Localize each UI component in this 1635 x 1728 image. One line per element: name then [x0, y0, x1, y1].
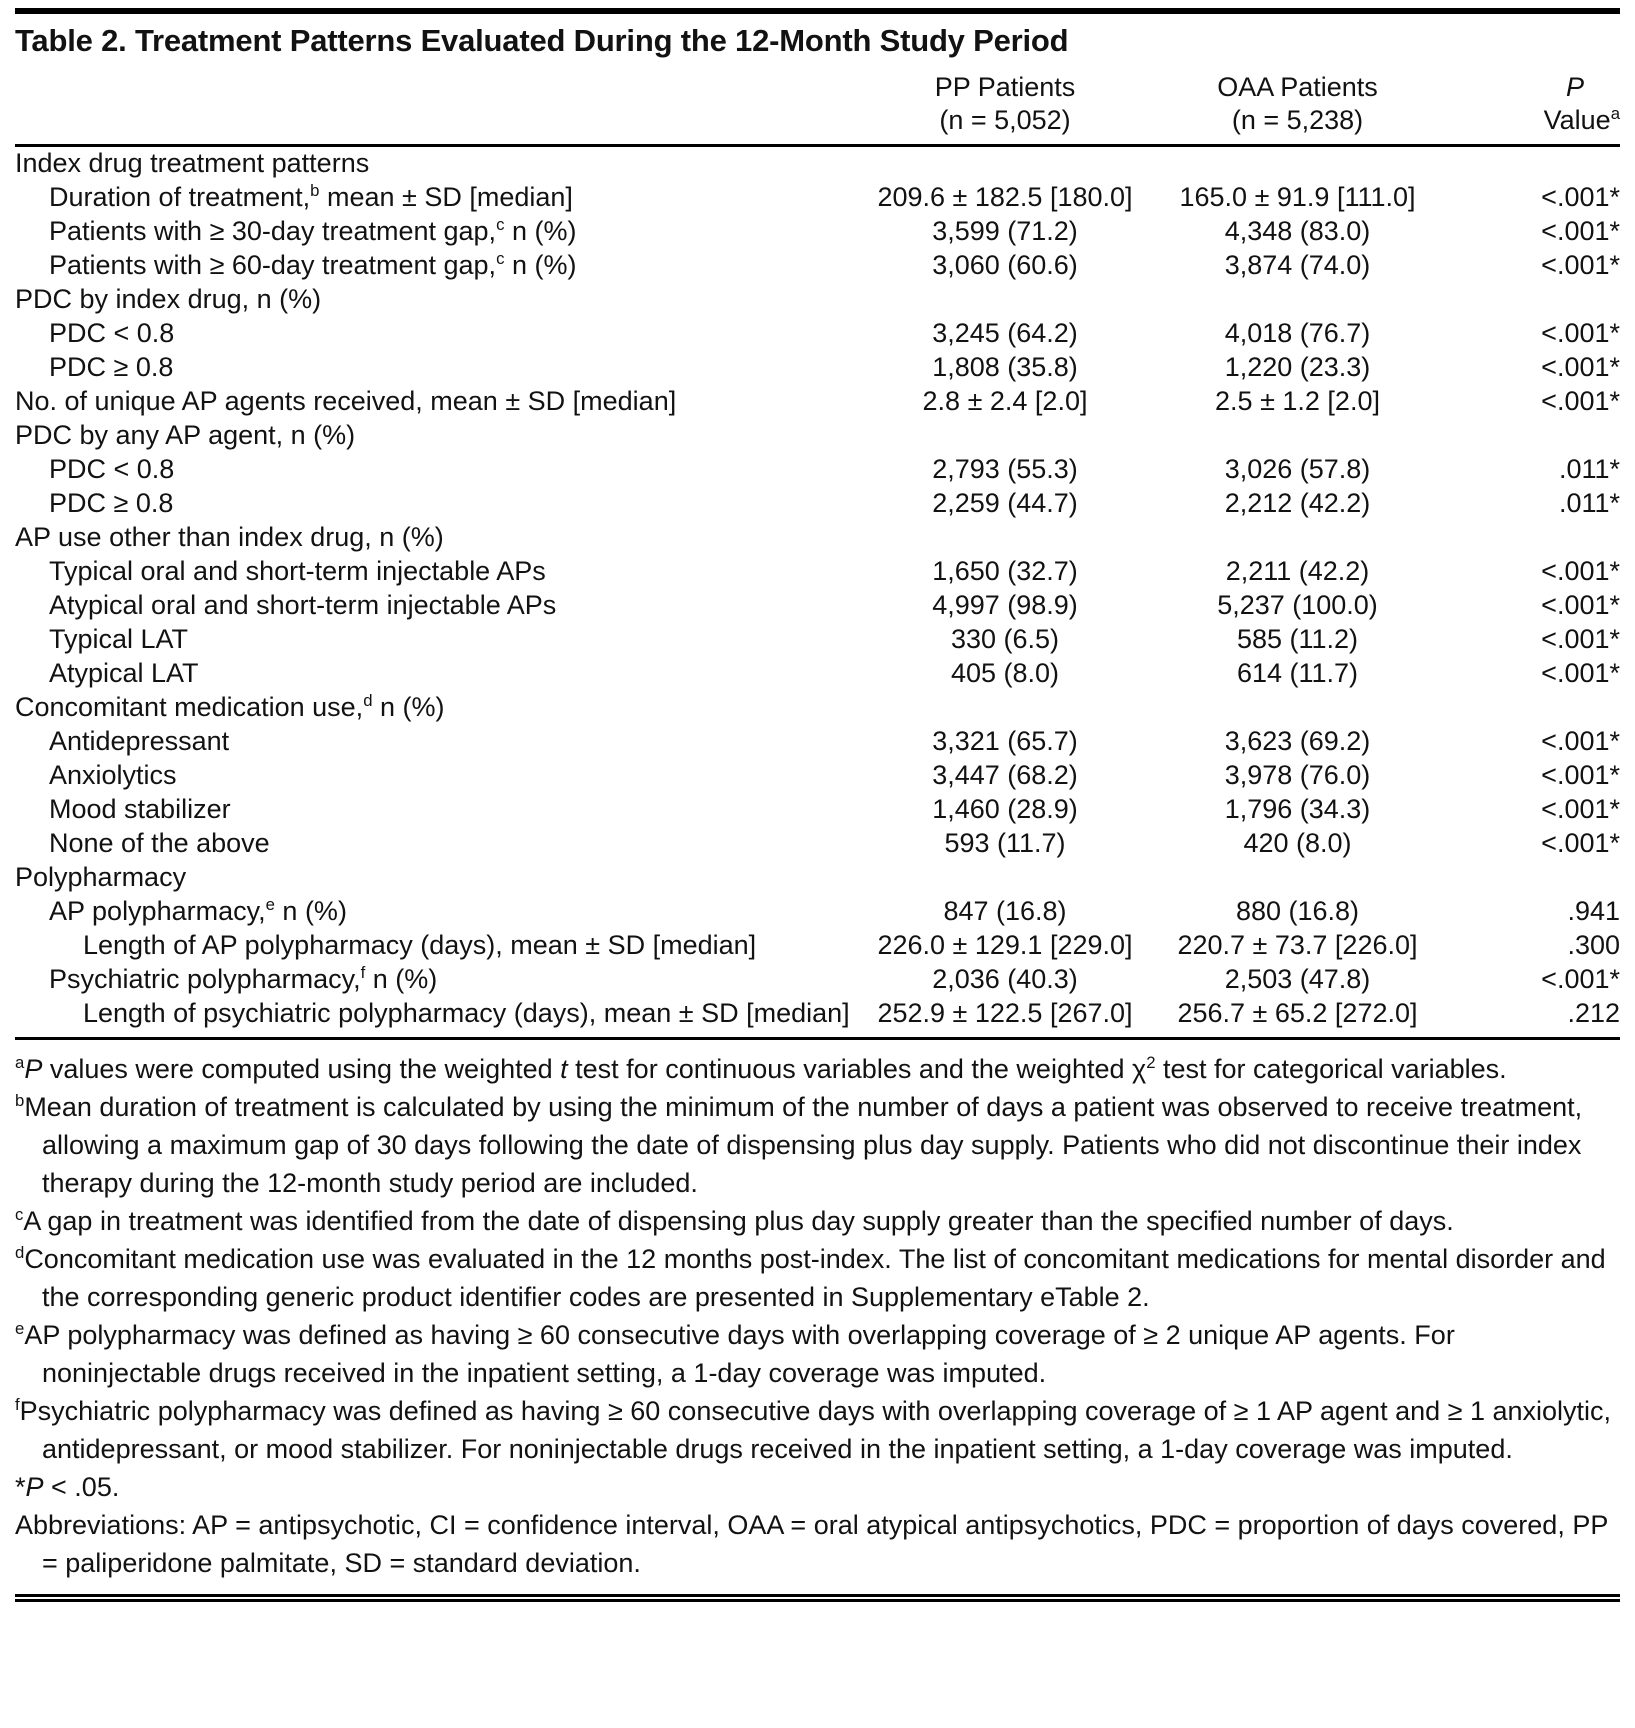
cell-pp-value: 2.8 ± 2.4 [2.0] [922, 386, 1088, 416]
header-row [15, 71, 1620, 146]
cell-pp-value: 1,808 (35.8) [932, 352, 1078, 382]
table-row [15, 759, 1620, 793]
col-header-oaa-line1: OAA Patients [1217, 72, 1378, 102]
cell-oaa-value [1150, 861, 1445, 895]
footnote: $^d$Concomitant medication use was evaluated in the 12 months post-index. The list of concomitant medications for mental disorder and the corresponding generic product identifier codes are presented in Supplementary eTable 2. [15, 1243, 1606, 1312]
cell-pp-value: 3,599 (71.2) [932, 216, 1078, 246]
cell-pp-value: 3,245 (64.2) [932, 318, 1078, 348]
cell-p-value [1445, 283, 1620, 317]
table-header [15, 71, 1620, 146]
row-label: Length of AP polypharmacy (days), mean ± SD [median] [83, 930, 757, 960]
row-label: AP use other than index drug, n (%) [15, 522, 444, 552]
cell-oaa-value: 585 (11.2) [1236, 624, 1359, 654]
section-row [15, 146, 1620, 182]
cell-oaa-value: 165.0 ± 91.9 [111.0] [1179, 182, 1416, 212]
row-label: Antidepressant [49, 726, 230, 756]
row-label: Concomitant medication use,$^d$ n (%) [15, 691, 445, 722]
cell-oaa-value: 3,623 (69.2) [1224, 726, 1371, 756]
table-row [15, 657, 1620, 691]
cell-p-value: <.001* [1541, 760, 1620, 790]
cell-oaa-value [1150, 691, 1445, 725]
table-row [15, 725, 1620, 759]
cell-oaa-value: 220.7 ± 73.7 [226.0] [1177, 930, 1418, 960]
table-row [15, 623, 1620, 657]
top-rule [15, 8, 1620, 14]
cell-oaa-value [1150, 419, 1445, 453]
row-label: Atypical LAT [49, 658, 199, 688]
cell-oaa-value: 3,026 (57.8) [1224, 454, 1371, 484]
cell-pp-value: 209.6 ± 182.5 [180.0] [877, 182, 1133, 212]
cell-pp-value: 2,793 (55.3) [932, 454, 1078, 484]
row-label: Length of psychiatric polypharmacy (days), mean ± SD [median] [15, 997, 860, 1039]
section-row [15, 691, 1620, 725]
table-row [15, 385, 1620, 419]
cell-p-value: <.001* [1541, 794, 1620, 824]
footnote: *P < .05. [15, 1472, 120, 1502]
table-body [15, 146, 1620, 1039]
table-row [15, 215, 1620, 249]
col-header-pp [860, 71, 1150, 146]
cell-oaa-value: 2,211 (42.2) [1225, 556, 1370, 586]
cell-pp-value: 405 (8.0) [950, 658, 1060, 688]
col-header-pvalue [1445, 71, 1620, 146]
row-label: AP polypharmacy,$^e$ n (%) [49, 895, 347, 926]
cell-pp-value: 226.0 ± 129.1 [229.0] [877, 930, 1133, 960]
row-label: No. of unique AP agents received, mean ± SD [median] [15, 386, 677, 416]
table-row [15, 181, 1620, 215]
cell-oaa-value: 880 (16.8) [1235, 896, 1360, 926]
cell-pp-value: 252.9 ± 122.5 [267.0] [860, 997, 1150, 1039]
cell-pp-value: 2,036 (40.3) [932, 964, 1078, 994]
footnote: $^f$Psychiatric polypharmacy was defined as having ≥ 60 consecutive days with overlapping coverage of ≥ 1 AP agent and ≥ 1 anxiolytic, antidepressant, or mood stabilizer. For noninjectable drugs received in the inpatient setting, a 1-day coverage was imputed. [15, 1395, 1612, 1464]
cell-pp-value: 4,997 (98.9) [932, 590, 1078, 620]
table-row [15, 487, 1620, 521]
cell-p-value: <.001* [1541, 182, 1620, 212]
row-label: Mood stabilizer [49, 794, 231, 824]
row-label: Typical oral and short-term injectable APs [49, 556, 546, 586]
row-label: Psychiatric polypharmacy,$^f$ n (%) [49, 963, 438, 994]
cell-p-value: <.001* [1541, 250, 1620, 280]
cell-pp-value [860, 419, 1150, 453]
cell-p-value [1445, 691, 1620, 725]
row-label: PDC by any AP agent, n (%) [15, 420, 356, 450]
row-label: Patients with ≥ 30-day treatment gap,$^c$ n (%) [49, 215, 577, 246]
cell-oaa-value: 2.5 ± 1.2 [2.0] [1215, 386, 1380, 416]
cell-p-value: <.001* [1541, 726, 1620, 756]
table-row [15, 929, 1620, 963]
cell-pp-value [860, 283, 1150, 317]
cell-oaa-value: 1,220 (23.3) [1224, 352, 1371, 382]
cell-pp-value: 847 (16.8) [943, 896, 1067, 926]
table-row [15, 997, 1620, 1039]
col-header-pp-line1: PP Patients [934, 72, 1076, 102]
table-row [15, 895, 1620, 929]
cell-oaa-value [1150, 283, 1445, 317]
cell-oaa-value: 4,018 (76.7) [1224, 318, 1371, 348]
table-row [15, 827, 1620, 861]
table-row [15, 317, 1620, 351]
section-row [15, 861, 1620, 895]
row-label: Typical LAT [49, 624, 189, 654]
table-row [15, 249, 1620, 283]
row-label: Patients with ≥ 60-day treatment gap,$^c$ n (%) [49, 249, 577, 280]
cell-p-value: .011* [1558, 488, 1620, 518]
table-title: Table 2. Treatment Patterns Evaluated During the 12-Month Study Period [15, 23, 1069, 58]
cell-p-value: <.001* [1541, 216, 1620, 246]
cell-pp-value [860, 861, 1150, 895]
cell-pp-value [860, 146, 1150, 182]
cell-p-value: <.001* [1541, 318, 1620, 348]
footnote: $^e$AP polypharmacy was defined as having ≥ 60 consecutive days with overlapping coverage of ≥ 2 unique AP agents. For noninjectable drugs received in the inpatient setting, a 1-day coverage was imputed. [15, 1319, 1455, 1388]
row-label: Polypharmacy [15, 862, 187, 892]
cell-p-value: .941 [1567, 896, 1620, 926]
cell-pp-value: 1,460 (28.9) [932, 794, 1078, 824]
row-label: Index drug treatment patterns [15, 148, 370, 178]
section-row [15, 283, 1620, 317]
table-row [15, 963, 1620, 997]
col-header-empty [15, 71, 860, 146]
col-header-pvalue-line1: P [1565, 72, 1584, 102]
table-row [15, 453, 1620, 487]
cell-oaa-value: 4,348 (83.0) [1224, 216, 1371, 246]
col-header-pvalue-line2: Value$^a$ [1543, 104, 1620, 135]
row-label: Anxiolytics [49, 760, 177, 790]
cell-p-value: <.001* [1541, 352, 1620, 382]
cell-pp-value [860, 521, 1150, 555]
row-label: PDC ≥ 0.8 [49, 352, 174, 382]
cell-p-value: <.001* [1541, 964, 1620, 994]
cell-p-value: .011* [1558, 454, 1620, 484]
cell-pp-value: 3,447 (68.2) [932, 760, 1078, 790]
cell-oaa-value: 614 (11.7) [1236, 658, 1359, 688]
cell-p-value [1445, 146, 1620, 182]
cell-p-value: .300 [1567, 930, 1620, 960]
row-label: Atypical oral and short-term injectable APs [49, 590, 557, 620]
row-label: PDC ≥ 0.8 [49, 488, 174, 518]
cell-pp-value [860, 691, 1150, 725]
row-label: PDC < 0.8 [49, 318, 175, 348]
cell-p-value [1445, 861, 1620, 895]
row-label: PDC < 0.8 [49, 454, 175, 484]
col-header-oaa-line2: (n = 5,238) [1231, 105, 1364, 135]
col-header-oaa [1150, 71, 1445, 146]
table-row [15, 351, 1620, 385]
cell-pp-value: 3,321 (65.7) [932, 726, 1078, 756]
cell-p-value: <.001* [1541, 590, 1620, 620]
cell-oaa-value: 3,978 (76.0) [1224, 760, 1371, 790]
row-label: None of the above [49, 828, 270, 858]
cell-p-value: <.001* [1541, 386, 1620, 416]
cell-p-value [1445, 521, 1620, 555]
footnote: Abbreviations: AP = antipsychotic, CI = confidence interval, OAA = oral atypical antipsychotics, PDC = proportion of days covered, PP = paliperidone palmitate, SD = standard deviation. [15, 1510, 1608, 1578]
treatment-patterns-table [15, 71, 1620, 1040]
cell-oaa-value: 3,874 (74.0) [1224, 250, 1371, 280]
section-row [15, 521, 1620, 555]
cell-oaa-value: 1,796 (34.3) [1224, 794, 1371, 824]
cell-oaa-value: 420 (8.0) [1243, 828, 1352, 858]
cell-oaa-value: 256.7 ± 65.2 [272.0] [1150, 997, 1445, 1039]
cell-oaa-value: 2,212 (42.2) [1224, 488, 1371, 518]
bottom-rule [15, 1594, 1620, 1602]
cell-oaa-value [1150, 521, 1445, 555]
cell-p-value: <.001* [1541, 556, 1620, 586]
table-row [15, 555, 1620, 589]
cell-p-value [1445, 419, 1620, 453]
col-header-pp-line2: (n = 5,052) [939, 105, 1071, 135]
table-row [15, 793, 1620, 827]
footnote: $^c$A gap in treatment was identified from the date of dispensing plus day supply greater than the specified number of days. [15, 1205, 1454, 1236]
cell-oaa-value: 2,503 (47.8) [1224, 964, 1371, 994]
cell-pp-value: 330 (6.5) [950, 624, 1060, 654]
footnote: $^b$Mean duration of treatment is calculated by using the minimum of the number of days a patient was observed to receive treatment, allowing a maximum gap of 30 days following the date of dispensing plus day supply. Patients who did not discontinue their index therapy during the 12-month study period are included. [15, 1091, 1583, 1198]
cell-p-value: .212 [1445, 997, 1620, 1039]
table-row [15, 589, 1620, 623]
cell-oaa-value [1150, 146, 1445, 182]
cell-p-value: <.001* [1541, 658, 1620, 688]
row-label: Duration of treatment,$^b$ mean ± SD [median] [49, 181, 573, 212]
footnote: $^a$P values were computed using the weighted t test for continuous variables and the weighted $\chi^2$ test for categorical variables. [15, 1053, 1507, 1084]
cell-pp-value: 3,060 (60.6) [932, 250, 1078, 280]
footnotes [15, 1050, 1620, 1582]
row-label: PDC by index drug, n (%) [15, 284, 322, 314]
cell-p-value: <.001* [1541, 624, 1620, 654]
cell-p-value: <.001* [1541, 828, 1620, 858]
cell-pp-value: 593 (11.7) [944, 828, 1066, 858]
cell-pp-value: 2,259 (44.7) [932, 488, 1078, 518]
cell-oaa-value: 5,237 (100.0) [1217, 590, 1378, 620]
section-row [15, 419, 1620, 453]
cell-pp-value: 1,650 (32.7) [932, 556, 1078, 586]
